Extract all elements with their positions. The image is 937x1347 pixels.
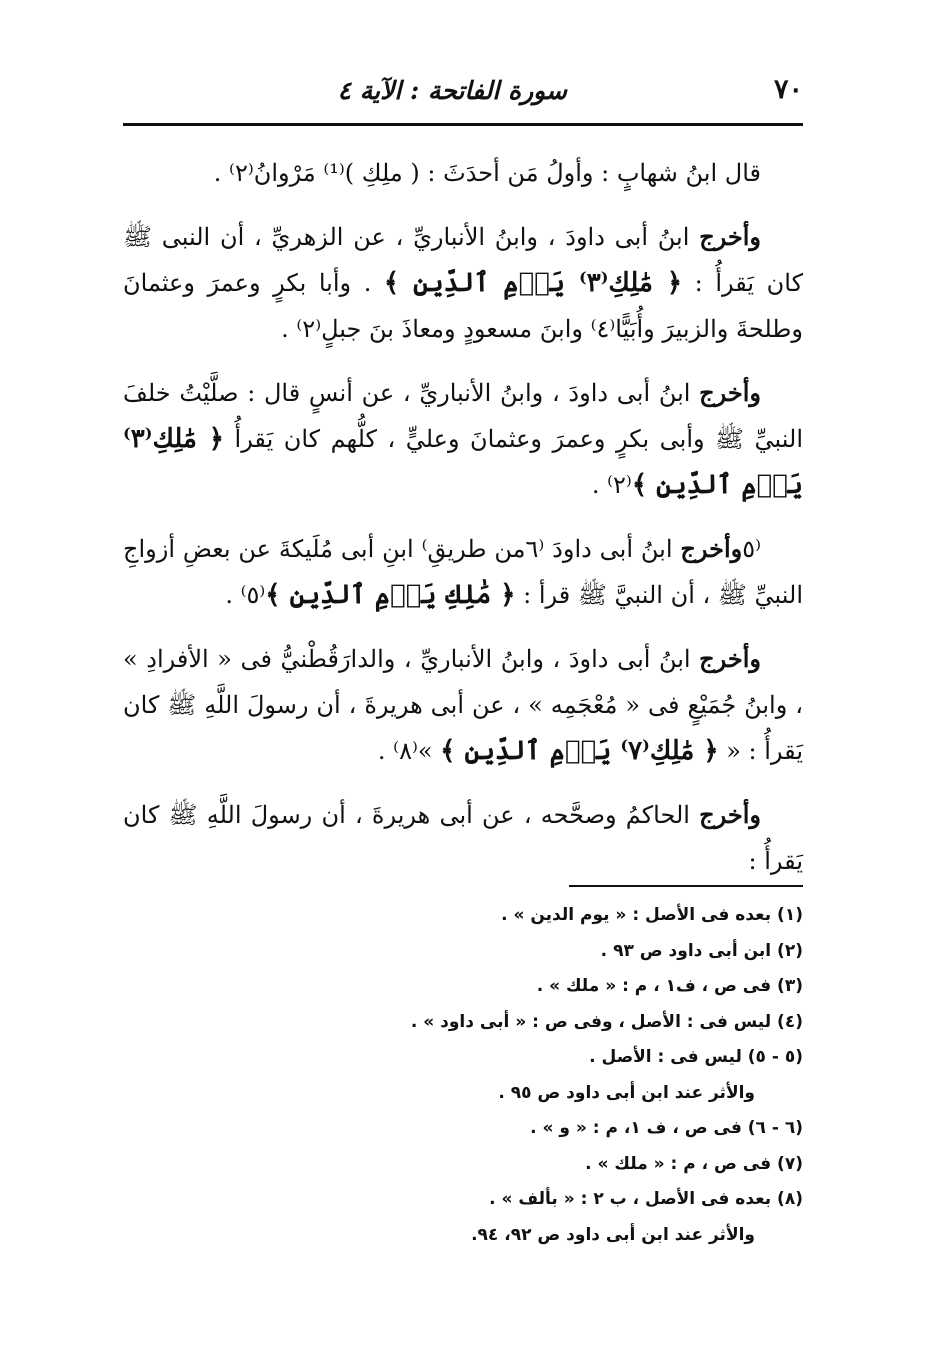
footnote-7: (٧) فى ص ، م : « ملك » . (585, 1153, 803, 1174)
paragraph-6 (123, 792, 803, 884)
paragraph-3 (123, 370, 803, 508)
footnote-2: (٢) ابن أبى داود ص ٩٣ . (600, 940, 803, 961)
lead-word: وأخرج (699, 378, 761, 407)
paragraph-text: ابنُ أبى داودَ ، وابنُ الأنباريِّ ، والدارَقُطْنيُّ فى « الأفرادِ » ، وابنُ جُمَيْعٍ فى « مُعْجَمِه » ، عن أبى هريرةَ ، أن رسولَ اللَّهِ ﷺ كان يَقرأُ : « (123, 645, 803, 765)
lead-word: وأخرج (699, 222, 762, 251)
paragraph-1 (123, 150, 803, 196)
footnote-separator (569, 885, 803, 887)
footnote-6: (٦ - ٦) فى ص ، ف ١، م : « و » . (530, 1118, 803, 1138)
quran-verse: ﴿ مَٰلِكِ⁽٧⁾ يَوۡمِ ٱلدِّينِ ﴾ (440, 736, 719, 766)
footnote-5-note: والأثر عند ابن أبى داود ص ٩٥ . (498, 1082, 755, 1103)
paragraph-text: الحاكمُ وصحَّحه ، عن أبى هريرةَ ، أن رسولَ اللَّهِ ﷺ كان يَقرأُ : (123, 801, 803, 875)
lead-word: وأخرج (699, 644, 761, 673)
paragraph-5 (123, 636, 803, 774)
lead-word: وأخرج (680, 534, 743, 563)
main-text (123, 150, 803, 902)
paragraph-text: ابنُ أبى داودَ ، وابنُ الأنباريِّ ، عن الزهريِّ ، أن النبى ﷺ كان يَقرأُ : (123, 223, 803, 297)
quran-verse: ﴿ مَٰلِكِ⁽٣⁾ يَوۡمِ ٱلدِّينِ ﴾ (123, 424, 803, 500)
paragraph-text: ابنُ أبى داودَ ⁽٦من طريقِ⁾ ابنِ أبى مُلَيكةَ عن بعضِ أزواجِ النبيِّ ﷺ ، أن النبيَّ ﷺ قرأ : (123, 535, 803, 609)
footnote-5: (٥ - ٥) ليس فى : الأصل . (589, 1047, 803, 1067)
paragraph-text-continued: »⁽٨⁾ . (377, 737, 441, 765)
paragraph-text-continued: ⁽٢⁾ . (591, 471, 632, 499)
footnote-marker: ⁽٥ (742, 535, 761, 563)
paragraph-2 (123, 214, 803, 352)
lead-word: وأخرج (699, 800, 761, 829)
footnote-3: (٣) فى ص ، ف١ ، م : « ملك » . (536, 976, 803, 996)
footnote-4: (٤) ليس فى : الأصل ، وفى ص : « أبى داود » . (410, 1011, 803, 1032)
paragraph-text-continued: ⁽٥⁾ . (225, 581, 266, 609)
page-number: ٧٠ (773, 74, 803, 105)
paragraph-4 (123, 526, 803, 618)
paragraph-text: ابنُ أبى داودَ ، وابنُ الأنباريِّ ، عن أنسٍ قال : صلَّيْتُ خلفَ النبيِّ ﷺ وأبى بكرٍ وعمرَ وعثمانَ وعليٍّ ، كلُّهم كان يَقرأُ (123, 379, 803, 453)
running-title: سورة الفاتحة : الآية ٤ (337, 76, 567, 105)
quran-verse: ﴿ مَٰلِكِ⁽٣⁾ يَوۡمِ ٱلدِّينِ ﴾ (383, 268, 683, 298)
footnote-8-note: والأثر عند ابن أبى داود ص ٩٢، ٩٤. (471, 1224, 755, 1245)
quran-verse: ﴿ مَٰلِكِ يَوۡمِ ٱلدِّينِ ﴾ (265, 580, 516, 610)
paragraph-text: قال ابنُ شهابٍ : وأولُ مَن أحدَثَ : ( ملِكِ )⁽¹⁾ مَرْوانُ⁽٢⁾ . (213, 159, 761, 187)
footnote-8: (٨) بعده فى الأصل ، ب ٢ : « بألف » . (489, 1189, 803, 1209)
header-rule (123, 123, 803, 126)
footnotes (123, 898, 803, 1253)
paragraph-text-continued: . وأبا بكرٍ وعمرَ وعثمانَ وطلحةَ والزبيرَ وأُبَيًّا⁽٤⁾ وابنَ مسعودٍ ومعاذَ بنَ جبلٍ⁽٢⁾ . (123, 269, 803, 343)
footnote-1: (١) بعده فى الأصل : « يوم الدين » . (501, 905, 803, 925)
page-header (123, 70, 803, 116)
